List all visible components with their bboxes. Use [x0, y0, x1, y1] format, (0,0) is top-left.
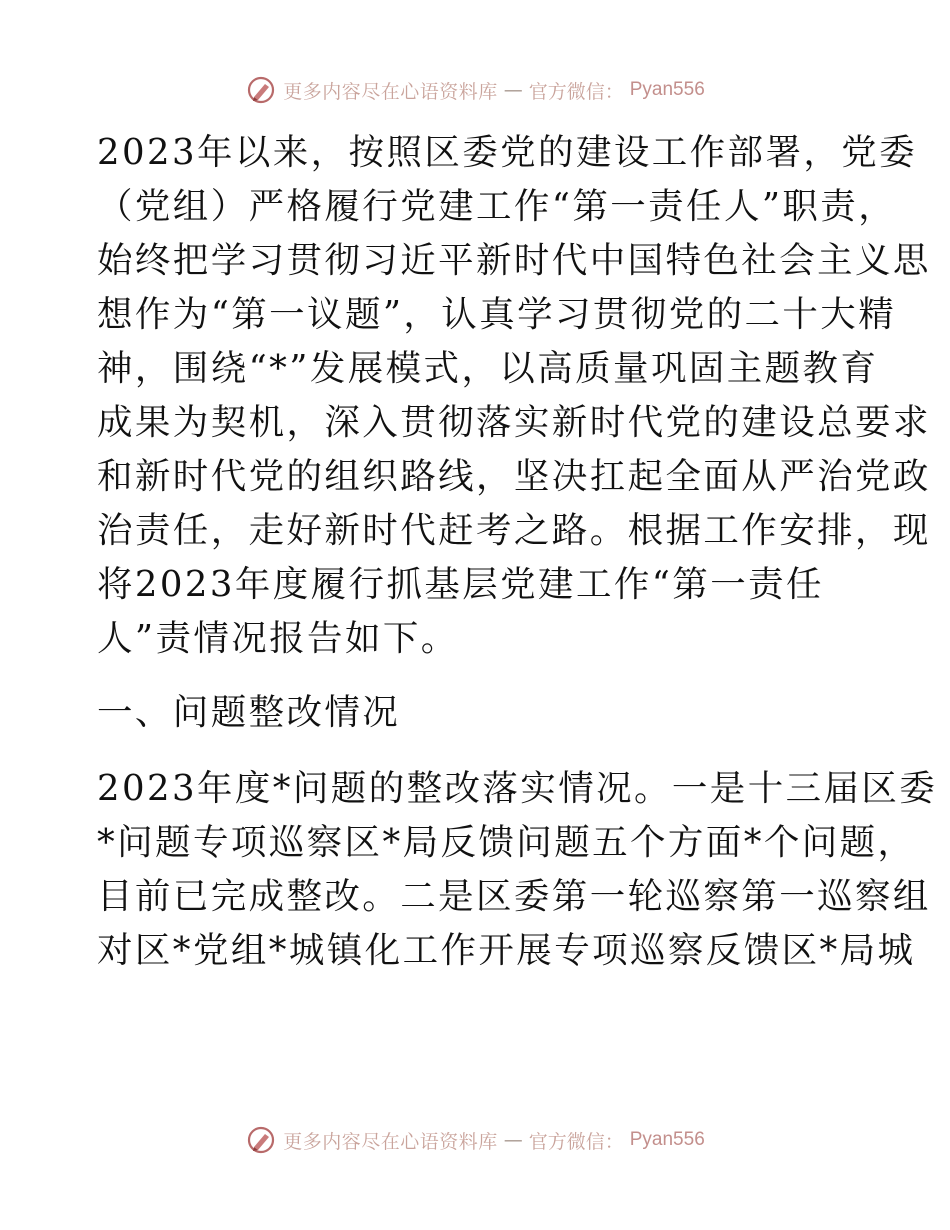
- watermark-text: 更多内容尽在心语资料库: [283, 80, 498, 103]
- text-line: 想作为“第一议题”，认真学习贯彻党的二十大精: [97, 294, 897, 335]
- text-line: （党组）严格履行党建工作“第一责任人”职责，: [97, 186, 897, 227]
- text-line: 神，围绕“*”发展模式，以高质量巩固主题教育: [97, 348, 879, 389]
- text-line: 成果为契机，深入贯彻落实新时代党的建设总要求: [97, 402, 931, 443]
- text-line: 目前已完成整改。二是区委第一轮巡察第一巡察组: [97, 876, 931, 917]
- text-line: 将2023年度履行抓基层党建工作“第一责任: [97, 564, 824, 605]
- watermark-footer: [0, 1122, 950, 1158]
- paragraph-intro: [97, 126, 931, 666]
- text-line: 2023年以来，按照区委党的建设工作部署，党委: [97, 132, 918, 173]
- text-line: 始终把学习贯彻习近平新时代中国特色社会主义思: [97, 240, 931, 281]
- text-line: 2023年度*问题的整改落实情况。一是十三届区委: [97, 768, 938, 809]
- watermark-wechat-label: 官方微信：: [528, 1130, 624, 1153]
- text-line: 人”责情况报告如下。: [97, 618, 459, 659]
- paragraph-rectification: [97, 762, 938, 978]
- watermark-separator: —: [503, 1129, 523, 1151]
- watermark-wechat-id: Pyan556: [629, 1129, 705, 1150]
- text-line: 治责任，走好新时代赶考之路。根据工作安排，现: [97, 510, 931, 551]
- document-body: [97, 118, 938, 978]
- text-line: 和新时代党的组织路线，坚决扛起全面从严治党政: [97, 456, 931, 497]
- text-line: 对区*党组*城镇化工作开展专项巡察反馈区*局城: [97, 930, 916, 971]
- watermark-wechat-id: Pyan556: [629, 79, 705, 100]
- watermark-wechat-label: 官方微信：: [528, 80, 624, 103]
- section-heading: 一、问题整改情况: [97, 692, 401, 733]
- text-line: *问题专项巡察区*局反馈问题五个方面*个问题，: [97, 822, 916, 863]
- watermark-header: [0, 72, 950, 108]
- pen-logo-icon: [245, 74, 277, 106]
- watermark-separator: —: [503, 79, 523, 101]
- pen-logo-icon: [245, 1124, 277, 1156]
- watermark-text: 更多内容尽在心语资料库: [283, 1130, 498, 1153]
